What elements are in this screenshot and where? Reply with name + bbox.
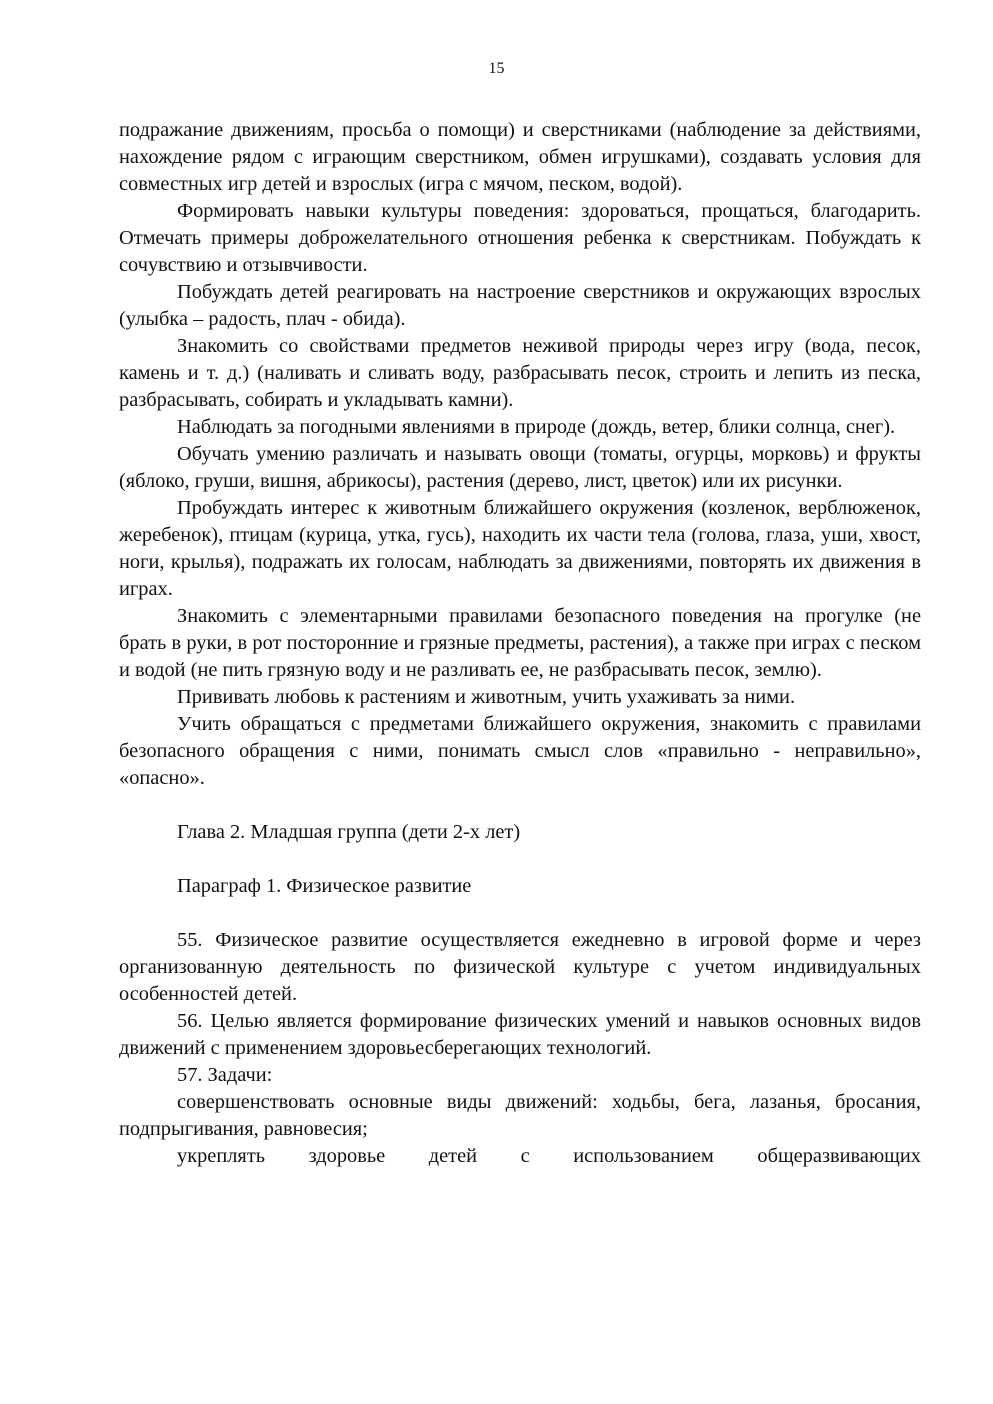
paragraph-objects-handling: Учить обращаться с предметами ближайшего окружения, знакомить с правилами безопасного обращения с ними, понимать смысл слов «правильно - неправильно», «опасно». <box>119 713 921 789</box>
document-body <box>119 117 921 1170</box>
task-improve-movements: совершенствовать основные виды движений: ходьбы, бега, лазанья, бросания, подпрыгивания, равновесия; <box>119 1091 921 1140</box>
page-number: 15 <box>488 60 505 77</box>
paragraph-vegetables-fruits: Обучать умению различать и называть овощи (томаты, огурцы, морковь) и фрукты (яблоко, груши, вишня, абрикосы), растения (дерево, лист, цветок) или их рисунки. <box>119 443 921 492</box>
paragraph-behavior-culture: Формировать навыки культуры поведения: здороваться, прощаться, благодарить. Отмечать примеры доброжелательного отношения ребенка к сверстникам. Побуждать к сочувствию и отзывчивости. <box>119 200 921 276</box>
paragraph-inanimate-nature: Знакомить со свойствами предметов неживой природы через игру (вода, песок, камень и т. д.) (наливать и сливать воду, разбрасывать песок, строить и лепить из песка, разбрасывать, собирать и укладывать камни). <box>119 335 921 411</box>
paragraph-animals: Пробуждать интерес к животным ближайшего окружения (козленок, верблюженок, жеребенок), птицам (курица, утка, гусь), находить их части тела (голова, глаза, уши, хвост, ноги, крылья), подражать их голосам, наблюдать за движениями, повторять их движения в играх. <box>119 497 921 600</box>
section-heading: Параграф 1. Физическое развитие <box>177 875 472 897</box>
item-56: 56. Целью является формирование физических умений и навыков основных видов движений с применением здоровьесберегающих технологий. <box>119 1010 921 1059</box>
paragraph-mood-reaction: Побуждать детей реагировать на настроение сверстников и окружающих взрослых (улыбка – радость, плач - обида). <box>119 281 921 330</box>
task-strengthen-health: укреплять здоровье детей с использованием общеразвивающих <box>177 1145 921 1167</box>
paragraph-safety-rules: Знакомить с элементарными правилами безопасного поведения на прогулке (не брать в руки, в рот посторонние и грязные предметы, растения), а также при играх с песком и водой (не пить грязную воду и не разливать ее, не разбрасывать песок, землю). <box>119 605 921 681</box>
paragraph-weather: Наблюдать за погодными явлениями в природе (дождь, ветер, блики солнца, снег). <box>177 416 896 438</box>
chapter-heading: Глава 2. Младшая группа (дети 2-х лет) <box>177 821 521 843</box>
paragraph-continued: подражание движениям, просьба о помощи) и сверстниками (наблюдение за действиями, нахождение рядом с играющим сверстником, обмен игрушками), создавать условия для совместных игр детей и взрослых (игра с мячом, песком, водой). <box>119 119 921 195</box>
paragraph-love-nature: Прививать любовь к растениям и животным, учить ухаживать за ними. <box>177 686 796 708</box>
item-57-tasks: 57. Задачи: <box>177 1064 273 1086</box>
item-55: 55. Физическое развитие осуществляется ежедневно в игровой форме и через организованную деятельность по физической культуре с учетом индивидуальных особенностей детей. <box>119 929 921 1005</box>
